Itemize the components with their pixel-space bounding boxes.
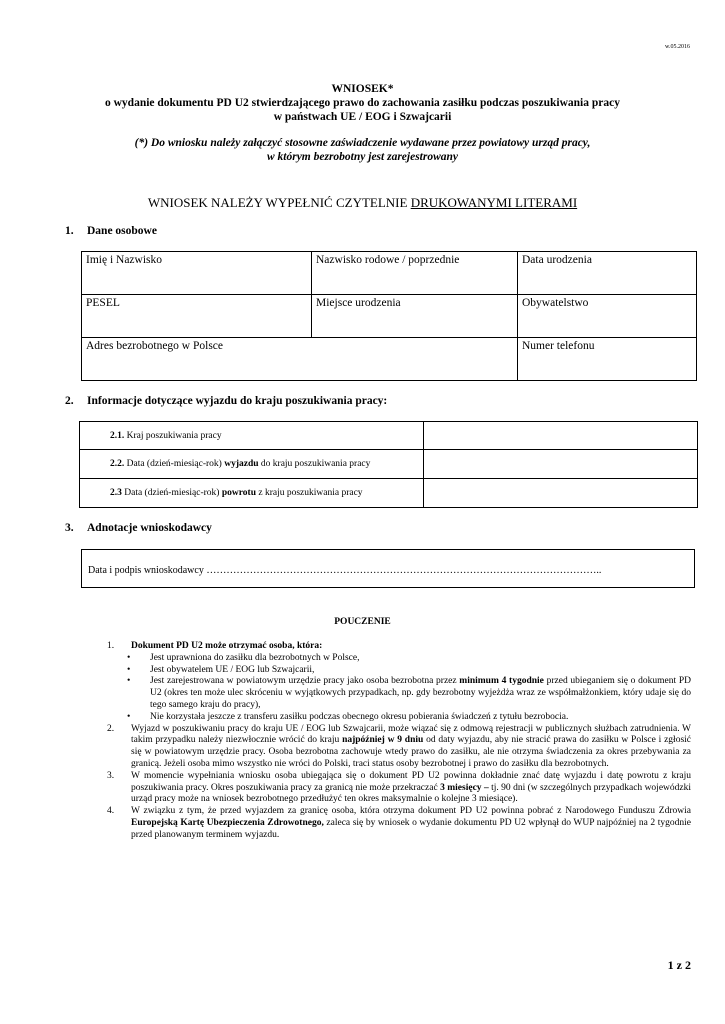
phone-field[interactable]: Numer telefonu [518, 338, 697, 381]
fill-instruction-underlined: DRUKOWANYMI LITERAMI [410, 195, 578, 210]
country-field[interactable] [424, 422, 698, 450]
departure-date-label: 2.2. Data (dzień-miesiąc-rok) wyjazdu do kraju poszukiwania pracy [80, 450, 424, 479]
signature-label: Data i podpis wnioskodawcy ……………………………………………………………………………………………………….. [88, 565, 602, 576]
instruction-item-4: 4. W związku z tym, że przed wyjazdem za granicę osoba, która otrzyma dokument PD U2 powinna pobrać z Narodowego Funduszu Zdrowia Europejską Kartę Ubezpieczenia Zdrowotnego, zaleca się by wniosek o wydanie dokumentu PD U2 wpłynął do WUP najpóźniej na 2 tygodnie przed planowanym terminem wyjazdu. [107, 806, 691, 840]
maiden-name-field[interactable]: Nazwisko rodowe / poprzednie [312, 252, 518, 295]
attachment-note-2: w którym bezrobotny jest zarejestrowany [266, 151, 459, 163]
section-1-heading: 1. Dane osobowe [65, 225, 157, 237]
form-subtitle: o wydanie dokumentu PD U2 stwierdzającego prawo do zachowania zasiłku podczas poszukiwania pracy [105, 97, 620, 109]
return-date-field[interactable] [424, 479, 698, 508]
return-date-label: 2.3 Data (dzień-miesiąc-rok) powrotu z kraju poszukiwania pracy [80, 479, 424, 508]
country-label: 2.1. Kraj poszukiwania pracy [80, 422, 424, 450]
pesel-field[interactable]: PESEL [82, 295, 312, 338]
bullet-item: • Jest zarejestrowana w powiatowym urzędzie pracy jako osoba bezrobotna przez minimum 4 tygodnie przed ubieganiem się o dokument PD U2 (okres ten może ulec skróceniu w wyjątkowych przypadkach, np. gdy bezrobotny wyjeżdża wraz ze współmałżonkiem, który udaje się do tego samego kraju do pracy), [127, 676, 691, 710]
bullet-item: • Jest uprawniona do zasiłku dla bezrobotnych w Polsce, [127, 652, 360, 663]
fill-instruction: WNIOSEK NALEŻY WYPEŁNIĆ CZYTELNIE DRUKOWANYMI LITERAMI [147, 195, 578, 210]
instruction-item-3: 3. W momencie wypełniania wniosku osoba ubiegająca się o dokument PD U2 powinna dokładnie znać datę wyjazdu i datę powrotu z kraju poszukiwania pracy. Okres poszukiwania pracy za granicą nie może przekraczać 3 miesięcy – tj. 90 dni (w szczególnych przypadkach wojewódzki urząd pracy może na wniosek bezrobotnego przedłużyć ten okres maksymalnie o kolejne 3 miesiące). [107, 770, 691, 805]
birth-date-field[interactable]: Data urodzenia [518, 252, 697, 295]
personal-data-table [81, 251, 697, 381]
form-version: w.05.2016 [665, 44, 690, 50]
citizenship-field[interactable]: Obywatelstwo [518, 295, 697, 338]
section-2-heading: 2. Informacje dotyczące wyjazdu do kraju poszukiwania pracy: [65, 395, 388, 407]
form-subtitle-2: w państwach UE / EOG i Szwajcarii [273, 111, 452, 123]
departure-date-field[interactable] [424, 450, 698, 479]
birth-place-field[interactable]: Miejsce urodzenia [312, 295, 518, 338]
departure-info-table [79, 421, 698, 508]
bullet-item: • Nie korzystała jeszcze z transferu zasiłku podczas obecnego okresu pobierania świadczeń z tytułu bezrobocia. [127, 711, 569, 722]
form-title: WNIOSEK* [331, 83, 394, 95]
instructions-title: POUCZENIE [334, 617, 391, 627]
bullet-item: • Jest obywatelem UE / EOG lub Szwajcarii, [127, 664, 315, 675]
full-name-field[interactable]: Imię i Nazwisko [82, 252, 312, 295]
instructions-list [107, 641, 691, 842]
signature-field[interactable] [81, 549, 695, 588]
instruction-item-2: 2. Wyjazd w poszukiwaniu pracy do kraju UE / EOG lub Szwajcarii, może wiązać się z odmową rejestracji w publicznych służbach zatrudnienia. W takim przypadku należy niezwłocznie wrócić do kraju najpóźniej w 9 dniu od daty wyjazdu, aby nie stracić prawa do zasiłku w Polsce i zgłosić się w powiatowym urzędzie pracy. Osoba bezrobotna zachowuje wtedy prawo do zasiłku, ale nie otrzyma świadczenia za okres przebywania za granicą. Jeżeli osoba mimo wszystko nie wróci do Polski, traci status osoby bezrobotnej i prawo do zasiłku dla bezrobotnych. [107, 723, 691, 769]
section-3-heading: 3. Adnotacje wnioskodawcy [65, 522, 212, 534]
address-field[interactable]: Adres bezrobotnego w Polsce [82, 338, 518, 381]
page-number: 1 z 2 [667, 958, 691, 972]
attachment-note: (*) Do wniosku należy załączyć stosowne zaświadczenie wydawane przez powiatowy urząd pracy, [134, 137, 591, 149]
instruction-item-1: 1. Dokument PD U2 może otrzymać osoba, która: • Jest uprawniona do zasiłku dla bezrobotnych w Polsce, • Jest obywatelem UE / EOG lub Szwajcarii, • Jest zarejestrowana w powiatowym urzędzie pracy jako osoba bezrobotna przez minimum 4 tygodnie przed ubieganiem się o dokument PD U2 (okres ten może ulec skróceniu w wyjątkowych przypadkach, np. gdy bezrobotny wyjeżdża wraz ze współmałżonkiem, który udaje się do tego samego kraju do pracy), • Nie korzystała jeszcze z transferu zasiłku podczas obecnego okresu pobierania świadczeń z tytułu bezrobocia. [107, 641, 691, 722]
